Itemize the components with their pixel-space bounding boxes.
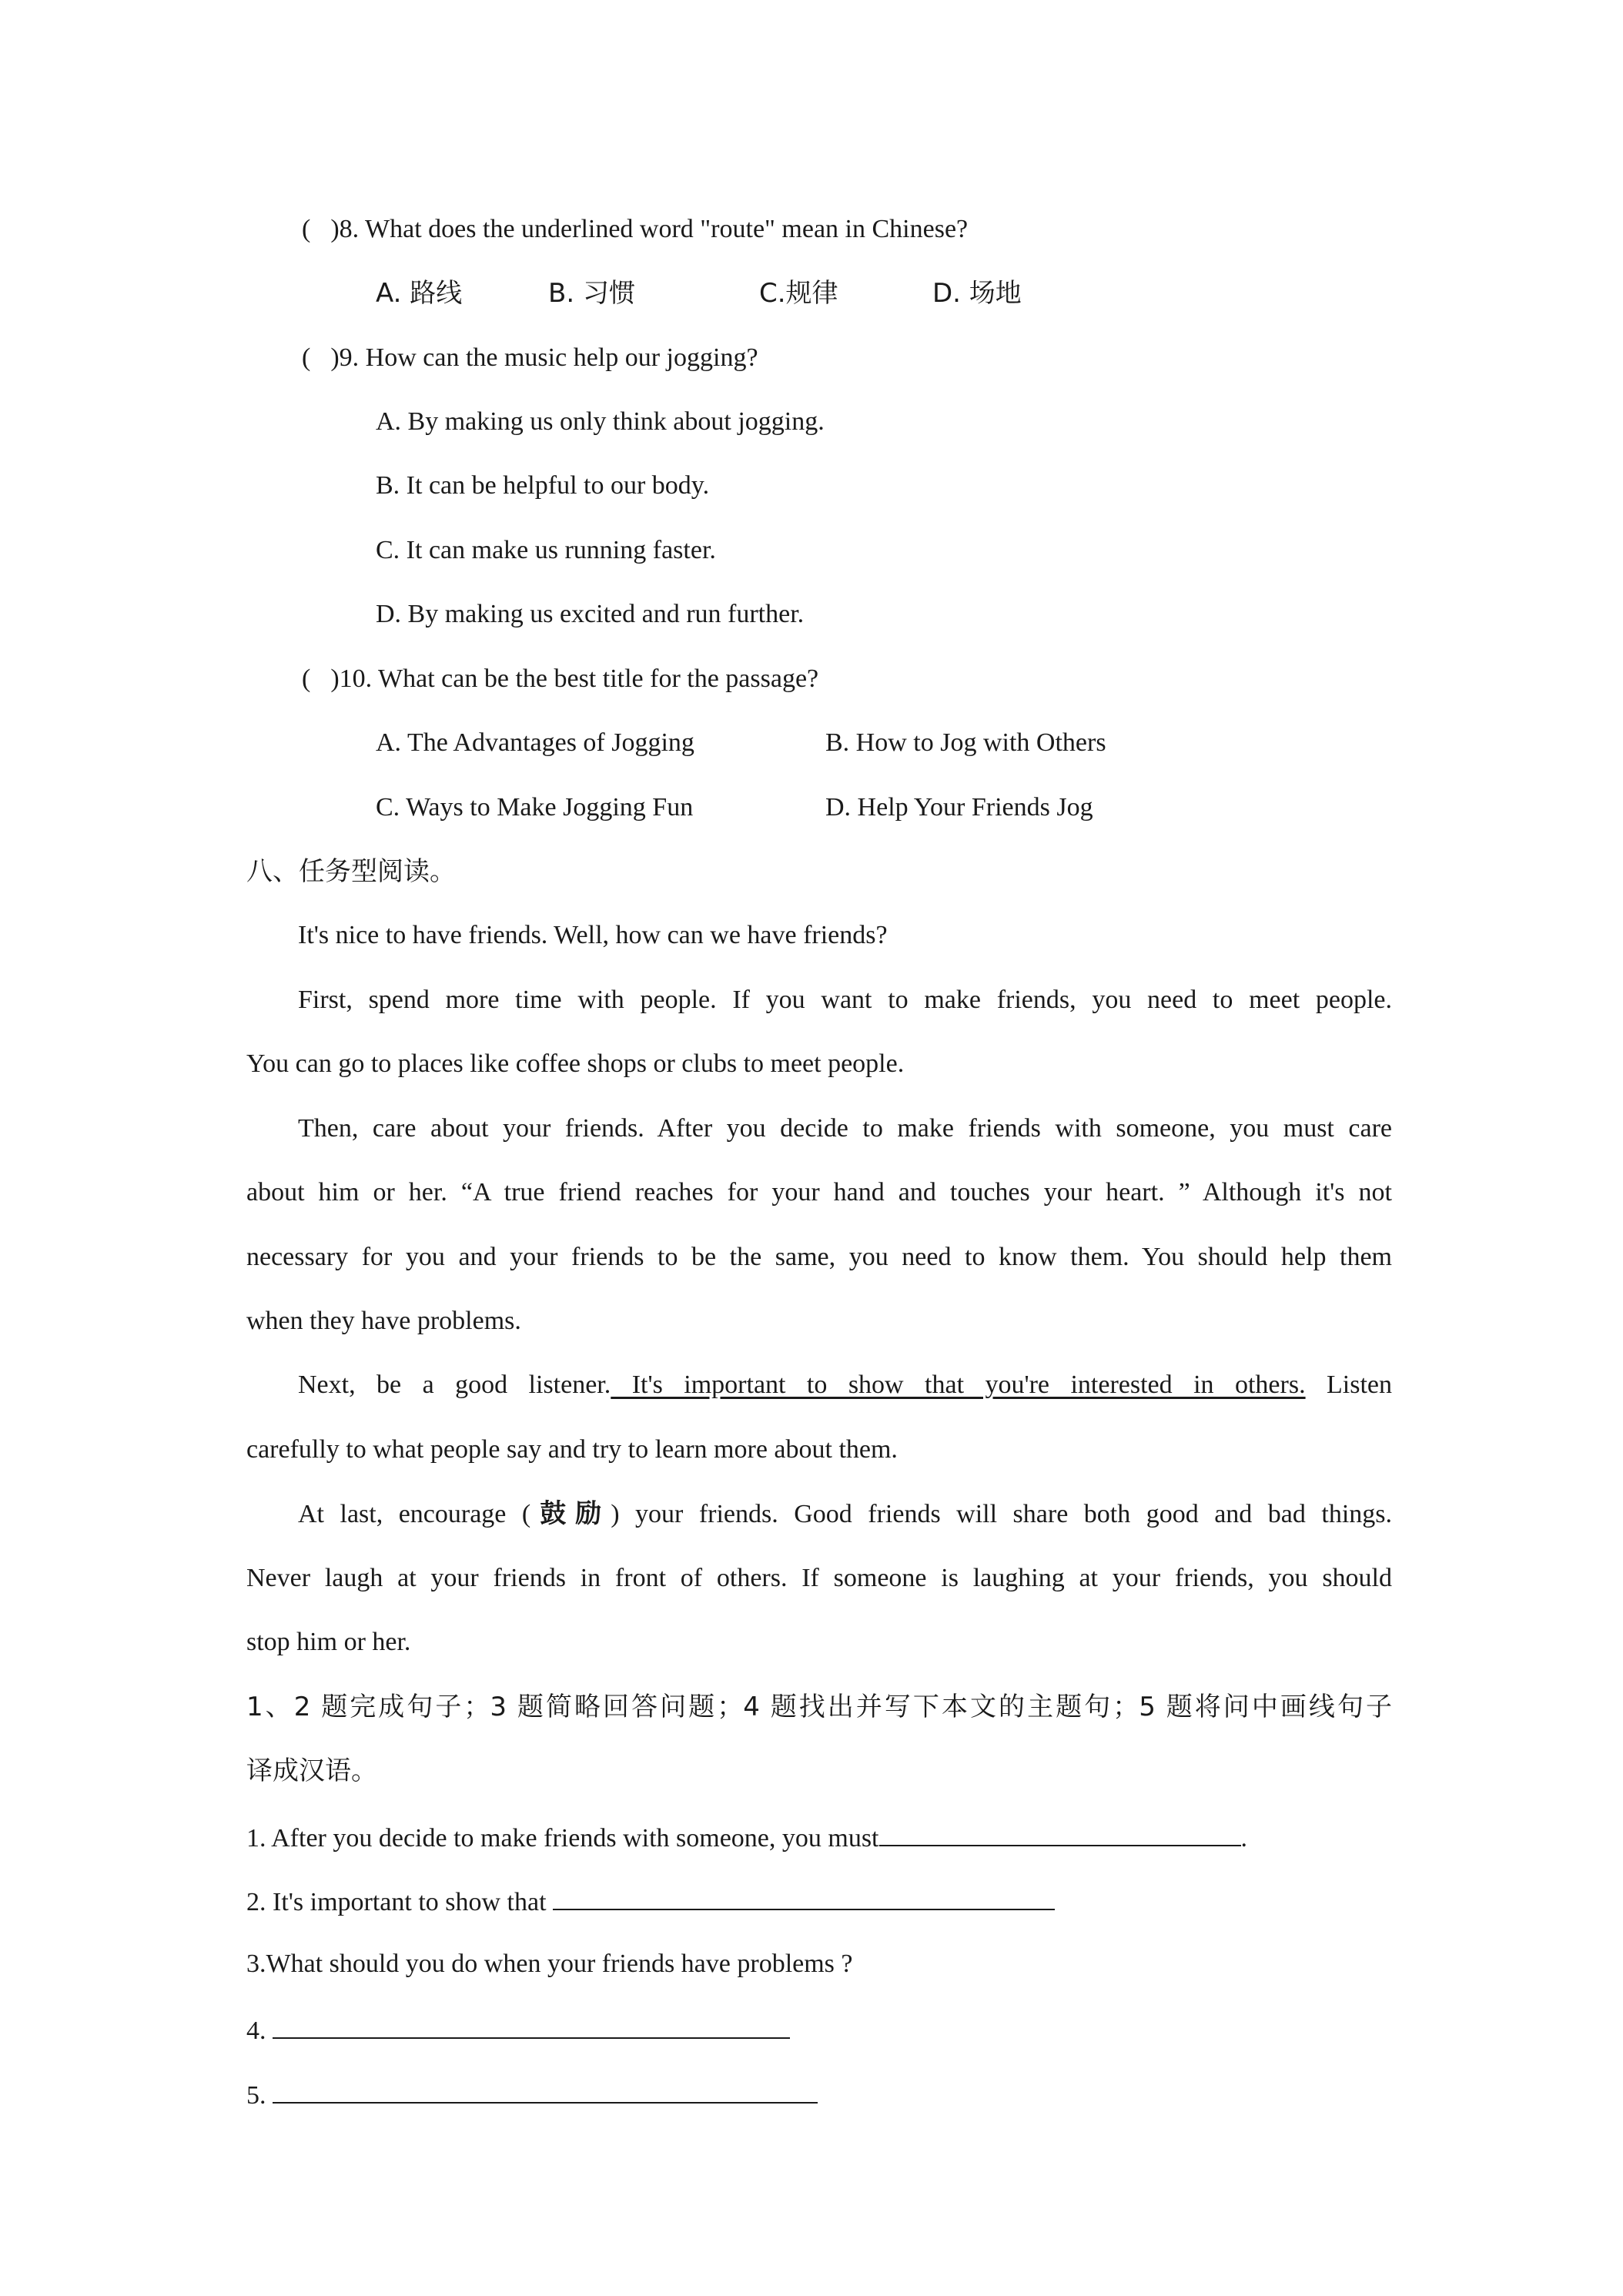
option-9b: B. It can be helpful to our body. <box>376 471 710 500</box>
task-2-text: 2. It's important to show that <box>246 1888 554 1916</box>
task-2-answer-blank[interactable] <box>553 1884 1055 1910</box>
passage-paragraph-4-line-1 <box>298 1370 1392 1401</box>
passage-paragraph-1: It's nice to have friends. Well, how can we have friends? <box>298 921 888 949</box>
text-segment: At last, encourage ( <box>298 1500 531 1528</box>
text-segment: Listen <box>1305 1371 1393 1399</box>
question-10 <box>302 664 818 694</box>
passage-paragraph-3-line-3: necessary for you and your friends to be the same, you need to know them. You should help them <box>246 1243 1392 1271</box>
option-8d: D. 场地 <box>932 278 1022 309</box>
task-1-answer-blank[interactable] <box>879 1820 1241 1846</box>
task-4-answer-blank[interactable] <box>273 2013 790 2039</box>
option-9a: A. By making us only think about jogging. <box>376 407 825 436</box>
instructions-line-2: 译成汉语。 <box>246 1755 377 1786</box>
answer-paren-close: ) <box>330 343 340 372</box>
task-5-answer-blank[interactable] <box>273 2077 818 2104</box>
question-8 <box>302 214 968 245</box>
task-3: 3.What should you do when your friends have problems ? <box>246 1950 853 1978</box>
passage-paragraph-3-line-4: when they have problems. <box>246 1307 521 1335</box>
task-5-number: 5. <box>246 2081 273 2110</box>
passage-paragraph-3-line-1: Then, care about your friends. After you decide to make friends with someone, you must care <box>298 1114 1392 1143</box>
question-9 <box>302 343 758 373</box>
passage-paragraph-5-line-3: stop him or her. <box>246 1628 411 1656</box>
task-5 <box>246 2077 818 2111</box>
answer-paren-open: ( <box>302 664 311 693</box>
task-2 <box>246 1884 1055 1918</box>
answer-paren-open: ( <box>302 215 311 243</box>
task-1-period: . <box>1240 1824 1247 1853</box>
question-stem: 10. What can be the best title for the passage? <box>339 664 819 693</box>
task-1-text: 1. After you decide to make friends with someone, you must <box>246 1824 879 1853</box>
question-stem: 9. How can the music help our jogging? <box>339 343 758 372</box>
answer-paren-close: ) <box>330 664 340 693</box>
answer-paren-open: ( <box>302 343 311 372</box>
question-stem: 8. What does the underlined word "route" mean in Chinese? <box>339 215 969 243</box>
option-8a: A. 路线 <box>376 278 463 309</box>
task-4-number: 4. <box>246 2017 273 2045</box>
option-10c: C. Ways to Make Jogging Fun <box>376 793 694 822</box>
option-8c: C.规律 <box>759 278 838 309</box>
passage-paragraph-5-line-1 <box>298 1498 1392 1530</box>
option-9c: C. It can make us running faster. <box>376 536 716 564</box>
option-10d: D. Help Your Friends Jog <box>825 793 1093 822</box>
option-9d: D. By making us excited and run further. <box>376 600 805 628</box>
passage-paragraph-2-line-2: You can go to places like coffee shops or clubs to meet people. <box>246 1049 905 1078</box>
task-4 <box>246 2013 790 2047</box>
text-segment: ) your friends. Good friends will share both good and bad things. <box>611 1500 1393 1528</box>
section-title: 八、任务型阅读。 <box>246 856 456 887</box>
underlined-sentence: It's important to show that you're interested in others. <box>611 1371 1306 1399</box>
answer-paren-close: ) <box>330 215 340 243</box>
text-segment: Next, be a good listener. <box>298 1371 611 1399</box>
passage-paragraph-3-line-2: about him or her. “A true friend reaches for your hand and touches your heart. ” Although it's not <box>246 1178 1392 1207</box>
passage-paragraph-5-line-2: Never laugh at your friends in front of others. If someone is laughing at your friends, you should <box>246 1564 1392 1592</box>
passage-paragraph-2-line-1: First, spend more time with people. If you want to make friends, you need to meet people. <box>298 986 1392 1014</box>
passage-paragraph-4-line-2: carefully to what people say and try to learn more about them. <box>246 1435 898 1464</box>
option-10b: B. How to Jog with Others <box>825 728 1106 757</box>
option-8b: B. 习惯 <box>548 278 635 309</box>
task-1 <box>246 1820 1247 1854</box>
instructions-line-1: 1、2 题完成句子；3 题简略回答问题；4 题找出并写下本文的主题句；5 题将问中画线句子 <box>246 1692 1392 1722</box>
option-10a: A. The Advantages of Jogging <box>376 728 694 757</box>
chinese-gloss: 鼓励 <box>530 1498 611 1529</box>
